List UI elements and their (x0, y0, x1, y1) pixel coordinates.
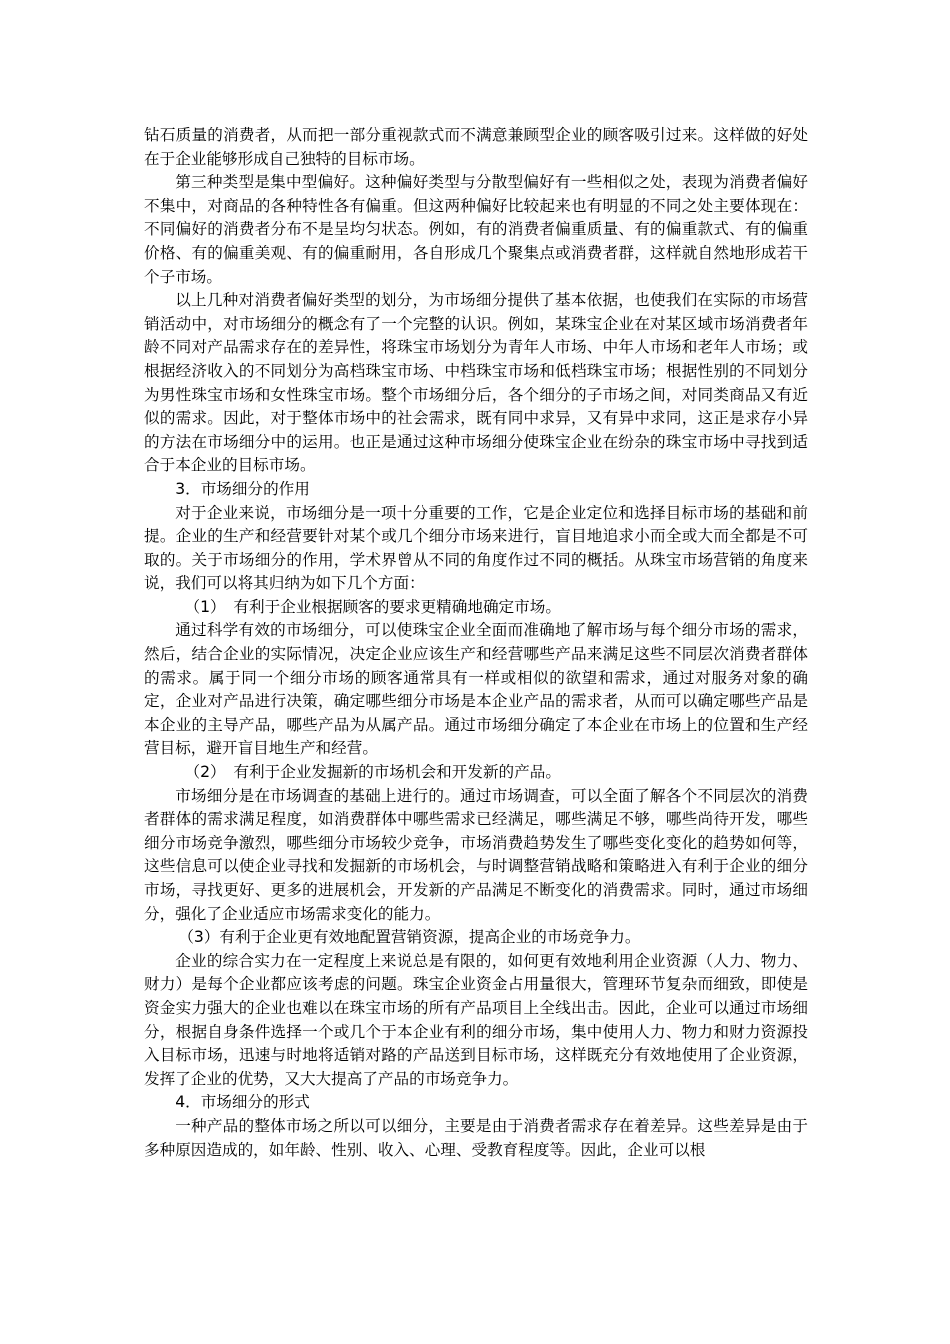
paragraph-item-2: 市场细分是在市场调查的基础上进行的。通过市场调查，可以全面了解各个不同层次的消费者群体的需求满足程度，如消费群体中哪些需求已经满足，哪些满足不够，哪些尚待开发，哪些细分市场竞争激烈，哪些细分市场较少竞争，市场消费趋势发生了哪些变化变化的趋势如何等，这些信息可以使企业寻找和发掘新的市场机会，与时调整营销战略和策略进入有利于企业的细分市场，寻找更好、更多的进展机会，开发新的产品满足不断变化的消费需求。同时，通过市场细分，强化了企业适应市场需求变化的能力。 (144, 786, 808, 923)
document-body (144, 124, 808, 1162)
section-heading-3: 3．市场细分的作用 (175, 479, 310, 498)
paragraph-continuation: 钻石质量的消费者，从而把一部分重视款式而不满意兼顾型企业的顾客吸引过来。这样做的好处在于企业能够形成自己独特的目标市场。 (144, 126, 808, 168)
list-item-1-heading: （1） 有利于企业根据顾客的要求更精确地确定市场。 (184, 597, 561, 616)
paragraph-role-intro: 对于企业来说，市场细分是一项十分重要的工作，它是企业定位和选择目标市场的基础和前提。企业的生产和经营要针对某个或几个细分市场来进行，盲目地追求小而全或大而全都是不可取的。关于市场细分的作用，学术界曾从不同的角度作过不同的概括。从珠宝市场营销的角度来说，我们可以将其归纳为如下几个方面： (144, 503, 808, 593)
section-heading-4: 4．市场细分的形式 (175, 1093, 310, 1112)
list-item-2-heading: （2） 有利于企业发掘新的市场机会和开发新的产品。 (184, 763, 561, 782)
paragraph-forms-intro: 一种产品的整体市场之所以可以细分，主要是由于消费者需求存在着差异。这些差异是由于多种原因造成的，如年龄、性别、收入、心理、受教育程度等。因此，企业可以根 (144, 1116, 808, 1159)
paragraph-preference-summary: 以上几种对消费者偏好类型的划分，为市场细分提供了基本依据，也使我们在实际的市场营销活动中，对市场细分的概念有了一个完整的认识。例如，某珠宝企业在对某区域市场消费者年龄不同对产品需求存在的差异性，将珠宝市场划分为青年人市场、中年人市场和老年人市场；或根据经济收入的不同划分为高档珠宝市场、中档珠宝市场和低档珠宝市场；根据性别的不同划分为男性珠宝市场和女性珠宝市场。整个市场细分后，各个细分的子市场之间，对同类商品又有近似的需求。因此，对于整体市场中的社会需求，既有同中求异，又有异中求同，这正是求存小异的方法在市场细分中的运用。也正是通过这种市场细分使珠宝企业在纷杂的珠宝市场中寻找到适合于本企业的目标市场。 (144, 291, 808, 475)
paragraph-item-1: 通过科学有效的市场细分，可以使珠宝企业全面而准确地了解市场与每个细分市场的需求，然后，结合企业的实际情况，决定企业应该生产和经营哪些产品来满足这些不同层次消费者群体的需求。属于同一个细分市场的顾客通常具有一样或相似的欲望和需求，通过对服务对象的确定，企业对产品进行决策，确定哪些细分市场是本企业产品的需求者，从而可以确定哪些产品是本企业的主导产品，哪些产品为从属产品。通过市场细分确定了本企业在市场上的位置和生产经营目标，避开盲目地生产和经营。 (144, 621, 808, 758)
paragraph-concentrated-preference: 第三种类型是集中型偏好。这种偏好类型与分散型偏好有一些相似之处，表现为消费者偏好不集中，对商品的各种特性各有偏重。但这两种偏好比较起来也有明显的不同之处主要体现在：不同偏好的消费者分布不是呈均匀状态。例如，有的消费者偏重质量、有的偏重款式、有的偏重价格、有的偏重美观、有的偏重耐用，各自形成几个聚集点或消费者群，这样就自然地形成若干个子市场。 (144, 173, 808, 286)
paragraph-item-3: 企业的综合实力在一定程度上来说总是有限的，如何更有效地利用企业资源（人力、物力、财力）是每个企业都应该考虑的问题。珠宝企业资金占用量很大，管理环节复杂而细致，即使是资金实力强大的企业也难以在珠宝市场的所有产品项目上全线出击。因此，企业可以通过市场细分，根据自身条件选择一个或几个于本企业有利的细分市场，集中使用人力、物力和财力资源投入目标市场，迅速与时地将适销对路的产品送到目标市场，这样既充分有效地使用了企业资源，发挥了企业的优势，又大大提高了产品的市场竞争力。 (144, 951, 808, 1088)
list-item-3-heading: （3）有利于企业更有效地配置营销资源，提高企业的市场竞争力。 (178, 928, 641, 947)
